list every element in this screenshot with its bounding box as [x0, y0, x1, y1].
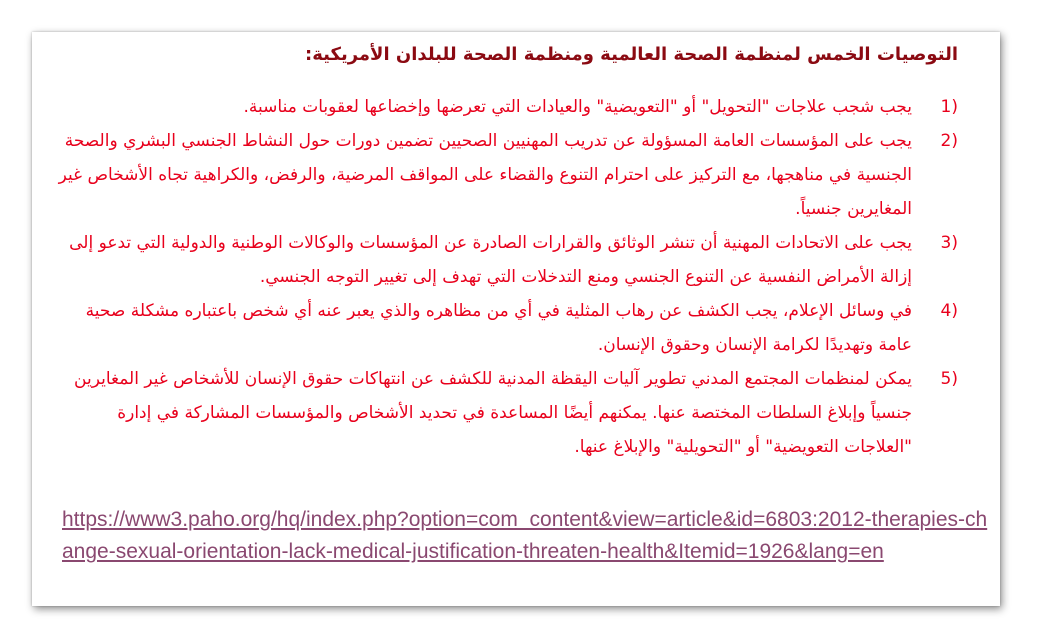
list-item: [58, 124, 958, 226]
list-item: [58, 90, 958, 124]
item-number: 1): [940, 97, 958, 117]
item-text: يجب على الاتحادات المهنية أن تنشر الوثائق والقرارات الصادرة عن المؤسسات والوكالات الوطنية والدولية التي تدعو إلى إزالة الأمراض النفسية عن التنوع الجنسي ومنع التدخلات التي تهدف إلى تغيير التوجه الجنسي.: [69, 233, 912, 287]
document-card: [32, 32, 1000, 606]
list-item: [58, 362, 958, 464]
item-text: يجب شجب علاجات "التحويل" أو "التعويضية" والعيادات التي تعرضها وإخضاعها لعقوبات مناسبة.: [243, 97, 912, 117]
item-number: 2): [940, 131, 958, 151]
list-item: [58, 226, 958, 294]
item-text: يمكن لمنظمات المجتمع المدني تطوير آليات اليقظة المدنية للكشف عن انتهاكات حقوق الإنسان للأشخاص غير المغايرين جنسياً وإبلاغ السلطات المختصة عنها. يمكنهم أيضًا المساعدة في تحديد الأشخاص والمؤسسات المشاركة في إدارة "العلاجات التعويضية" أو "التحويلية" والإبلاغ عنها.: [74, 369, 912, 457]
source-link[interactable]: https://www3.paho.org/hq/index.php?option=com_content&view=article&id=6803:2012-therapies-change-sexual-orientation-lack-medical-justification-threaten-health&Itemid=1926&lang=en: [62, 508, 988, 563]
recommendations-list: [58, 90, 958, 464]
item-number: 5): [940, 369, 958, 389]
document-title: التوصيات الخمس لمنظمة الصحة العالمية ومنظمة الصحة للبلدان الأمريكية:: [305, 44, 958, 65]
item-text: في وسائل الإعلام، يجب الكشف عن رهاب المثلية في أي من مظاهره والذي يعبر عنه أي شخص باعتباره مشكلة صحية عامة وتهديدًا لكرامة الإنسان وحقوق الإنسان.: [85, 301, 912, 355]
item-number: 3): [940, 233, 958, 253]
item-text: يجب على المؤسسات العامة المسؤولة عن تدريب المهنيين الصحيين تضمين دورات حول النشاط الجنسي البشري والصحة الجنسية في مناهجها، مع التركيز على احترام التنوع والقضاء على المواقف المرضية، والرفض، والكراهية تجاه الأشخاص غير المغايرين جنسياً.: [58, 131, 912, 219]
item-number: 4): [940, 301, 958, 321]
list-item: [58, 294, 958, 362]
